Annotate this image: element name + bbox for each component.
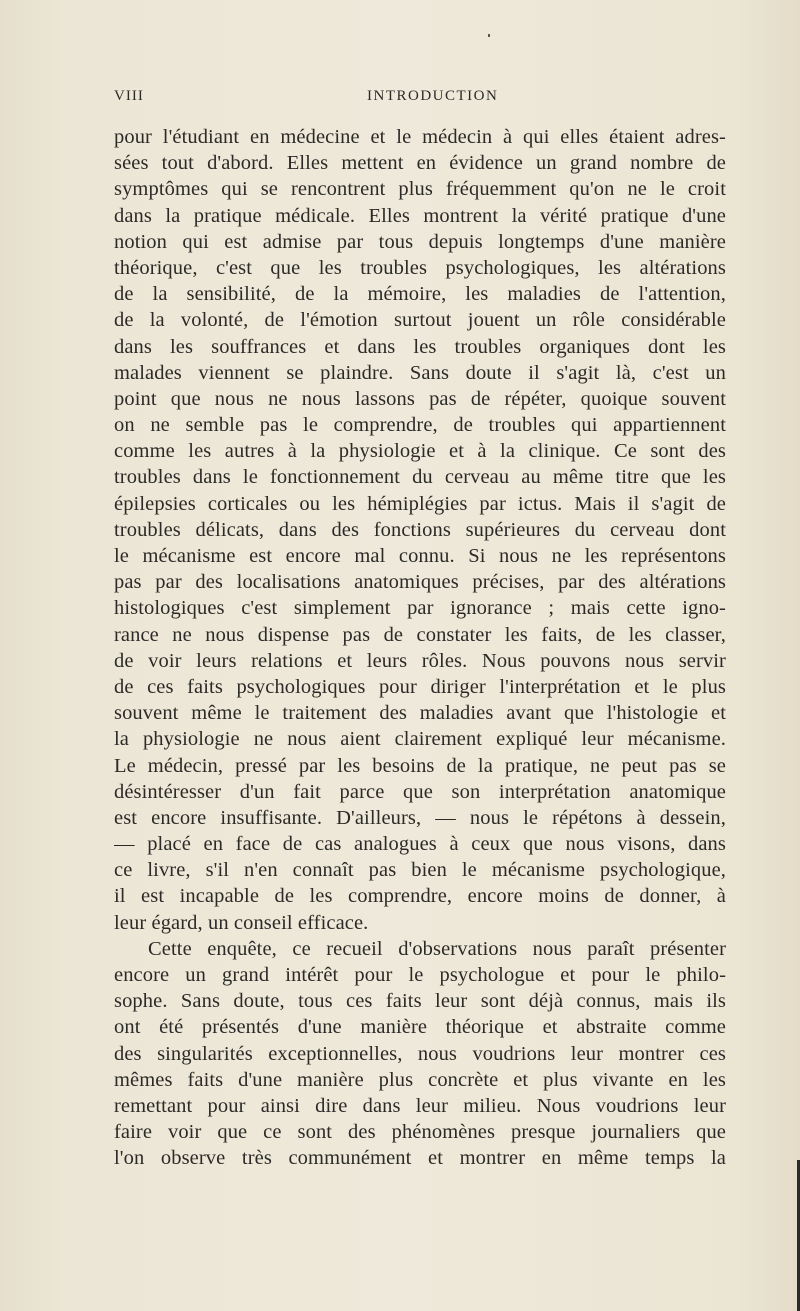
text-line: malades viennent se plaindre. Sans doute il s'agit là, c'est un: [114, 361, 726, 384]
text-line: mêmes faits d'une manière plus concrète et plus vivante en les: [114, 1068, 726, 1091]
text-line: sées tout d'abord. Elles mettent en évidence un grand nombre de: [114, 152, 726, 175]
text-line: comme les autres à la physiologie et à la clinique. Ce sont des: [114, 440, 726, 463]
text-line: pour l'étudiant en médecine et le médecin à qui elles étaient adres-: [114, 126, 726, 148]
text-line: de la volonté, de l'émotion surtout jouent un rôle considérable: [114, 309, 726, 332]
text-line: des singularités exceptionnelles, nous voudrions leur montrer ces: [114, 1042, 726, 1065]
text-line: point que nous ne nous lassons pas de répéter, quoique souvent: [114, 387, 726, 410]
text-line: sophe. Sans doute, tous ces faits leur sont déjà connus, mais ils: [114, 990, 726, 1013]
text-line: de la sensibilité, de la mémoire, les maladies de l'attention,: [114, 283, 726, 306]
text-line: l'on observe très communément et montrer en même temps la: [114, 1147, 726, 1170]
ink-speck: [488, 34, 490, 37]
text-line: troubles délicats, dans des fonctions supérieures du cerveau dont: [114, 518, 726, 541]
text-line: on ne semble pas le comprendre, de troubles qui appartiennent: [114, 414, 726, 437]
text-line: est encore insuffisante. D'ailleurs, — nous le répétons à dessein,: [114, 806, 726, 829]
text-line: dans les souffrances et dans les troubles organiques dont les: [114, 335, 726, 358]
text-line: — placé en face de cas analogues à ceux que nous visons, dans: [114, 833, 726, 856]
text-line: histologiques c'est simplement par ignorance ; mais cette igno-: [114, 597, 726, 620]
text-line: dans la pratique médicale. Elles montrent la vérité pratique d'une: [114, 204, 726, 227]
text-line: pas par des localisations anatomiques précises, par des altérations: [114, 571, 726, 594]
text-line: épilepsies corticales ou les hémiplégies par ictus. Mais il s'agit de: [114, 492, 726, 515]
text-line: il est incapable de les comprendre, encore moins de donner, à: [114, 885, 726, 908]
text-line: théorique, c'est que les troubles psychologiques, les altérations: [114, 256, 726, 279]
running-title: INTRODUCTION: [367, 88, 499, 104]
text-line: désintéresser d'un fait parce que son interprétation anatomique: [114, 780, 726, 803]
text-line: troubles dans le fonctionnement du cerveau au même titre que les: [114, 466, 726, 489]
text-line: souvent même le traitement des maladies avant que l'histologie et: [114, 702, 726, 725]
text-line: la physiologie ne nous aient clairement expliqué leur mécanisme.: [114, 728, 726, 751]
page-header: [114, 88, 724, 112]
page-number: VIII: [114, 88, 144, 104]
text-line: faire voir que ce sont des phénomènes presque journaliers que: [114, 1121, 726, 1144]
text-line: encore un grand intérêt pour le psychologue et pour le philo-: [114, 964, 726, 986]
text-line: de voir leurs relations et leurs rôles. Nous pouvons nous servir: [114, 649, 726, 672]
text-line: ont été présentés d'une manière théorique et abstraite comme: [114, 1016, 726, 1039]
text-line: notion qui est admise par tous depuis longtemps d'une manière: [114, 230, 726, 253]
text-line: ce livre, s'il n'en connaît pas bien le mécanisme psychologique,: [114, 859, 726, 882]
text-line: Cette enquête, ce recueil d'observations nous paraît présenter: [148, 937, 726, 960]
text-line: remettant pour ainsi dire dans leur milieu. Nous voudrions leur: [114, 1094, 726, 1117]
text-line: symptômes qui se rencontrent plus fréquemment qu'on ne le croit: [114, 178, 726, 201]
text-line: de ces faits psychologiques pour diriger l'interprétation et le plus: [114, 675, 726, 698]
text-line: leur égard, un conseil efficace.: [114, 911, 369, 934]
text-line: Le médecin, pressé par les besoins de la pratique, ne peut pas se: [114, 754, 726, 777]
text-line: rance ne nous dispense pas de constater les faits, de les classer,: [114, 623, 726, 646]
body-text: [114, 124, 726, 1172]
text-line: le mécanisme est encore mal connu. Si nous ne les représentons: [114, 545, 726, 567]
